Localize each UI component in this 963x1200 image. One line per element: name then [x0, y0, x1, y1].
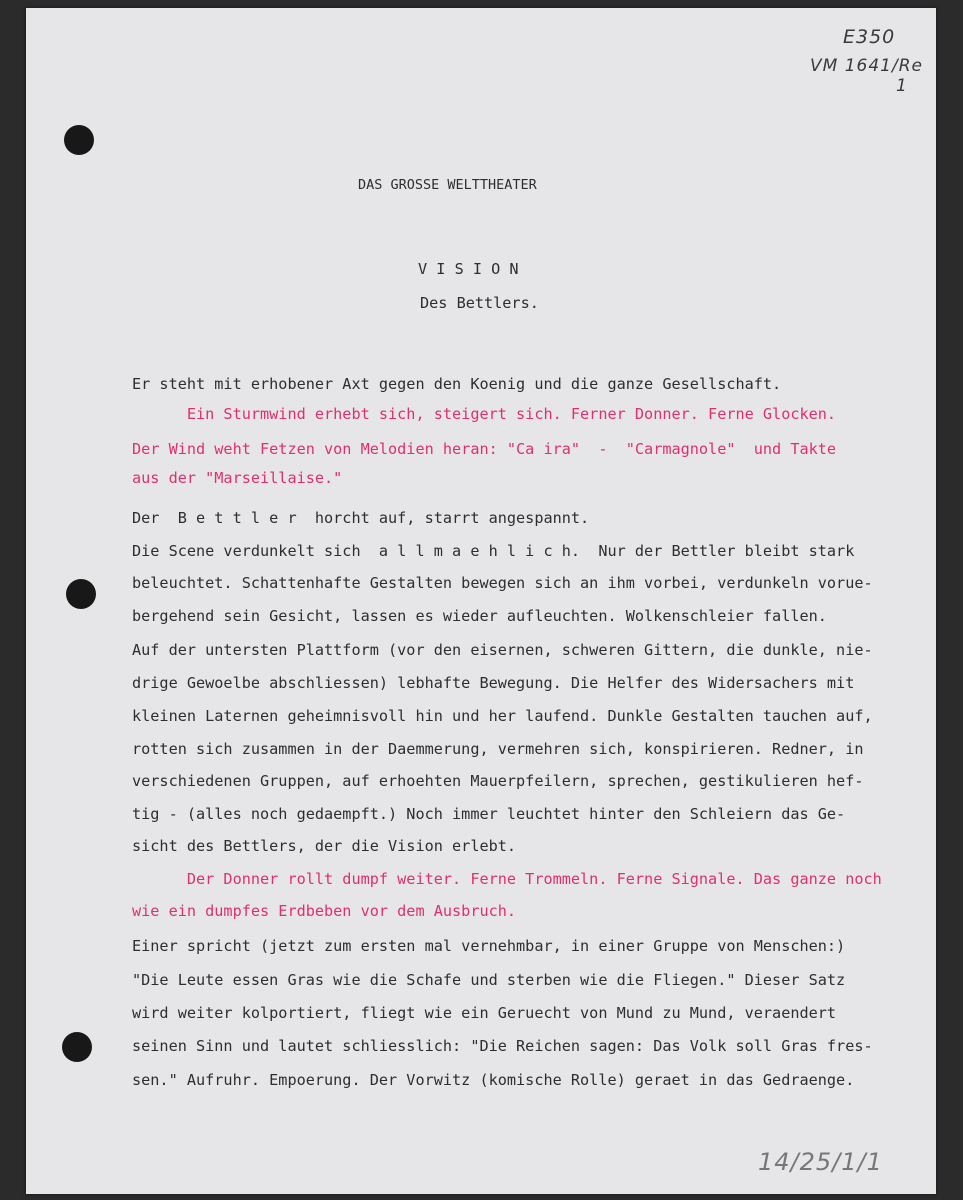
punch-hole-bottom — [62, 1032, 92, 1062]
body-line: wird weiter kolportiert, fliegt wie ein Geruecht von Mund zu Mund, veraendert — [132, 1004, 837, 1022]
body-line: beleuchtet. Schattenhafte Gestalten bewegen sich an ihm vorbei, verdunkeln vorue- — [132, 574, 873, 592]
punch-hole-middle — [66, 579, 96, 609]
punch-hole-top — [64, 125, 94, 155]
archive-code-mid2: 1 — [896, 76, 908, 96]
vision-subtitle: Des Bettlers. — [420, 294, 539, 312]
body-line: Er steht mit erhobener Axt gegen den Koenig und die ganze Gesellschaft. — [132, 375, 782, 393]
archive-code-top: E350 — [843, 26, 896, 48]
body-line: "Die Leute essen Gras wie die Schafe und sterben wie die Fliegen." Dieser Satz — [132, 971, 846, 989]
body-line: rotten sich zusammen in der Daemmerung, vermehren sich, konspirieren. Redner, in — [132, 740, 864, 758]
body-line: sen." Aufruhr. Empoerung. Der Vorwitz (komische Rolle) geraet in das Gedraenge. — [132, 1071, 855, 1089]
body-line: drige Gewoelbe abschliessen) lebhafte Bewegung. Die Helfer des Widersachers mit — [132, 674, 855, 692]
body-line: verschiedenen Gruppen, auf erhoehten Mauerpfeilern, sprechen, gestikulieren hef- — [132, 772, 864, 790]
body-line: Einer spricht (jetzt zum ersten mal vernehmbar, in einer Gruppe von Menschen:) — [132, 937, 846, 955]
body-line: Der Wind weht Fetzen von Melodien heran: "Ca ira" - "Carmagnole" und Takte — [132, 440, 837, 458]
archive-code-mid: VM 1641/Re — [810, 56, 923, 76]
body-line: kleinen Laternen geheimnisvoll hin und her laufend. Dunkle Gestalten tauchen auf, — [132, 707, 873, 725]
body-line: aus der "Marseillaise." — [132, 469, 343, 487]
body-line: seinen Sinn und lautet schliesslich: "Die Reichen sagen: Das Volk soll Gras fres- — [132, 1037, 873, 1055]
body-line: sicht des Bettlers, der die Vision erlebt. — [132, 837, 517, 855]
body-line: bergehend sein Gesicht, lassen es wieder aufleuchten. Wolkenschleier fallen. — [132, 607, 827, 625]
body-line: Auf der untersten Plattform (vor den eisernen, schweren Gittern, die dunkle, nie- — [132, 641, 873, 659]
body-line: Die Scene verdunkelt sich a l l m a e h l i c h. Nur der Bettler bleibt stark — [132, 542, 855, 560]
body-line: Der Donner rollt dumpf weiter. Ferne Trommeln. Ferne Signale. Das ganze noch — [132, 870, 882, 888]
body-line: wie ein dumpfes Erdbeben vor dem Ausbruch. — [132, 902, 517, 920]
body-line: Der B e t t l e r horcht auf, starrt angespannt. — [132, 509, 590, 527]
vision-heading: V I S I O N — [418, 260, 519, 278]
body-line: Ein Sturmwind erhebt sich, steigert sich. Ferner Donner. Ferne Glocken. — [132, 405, 837, 423]
body-line: tig - (alles noch gedaempft.) Noch immer leuchtet hinter den Schleiern das Ge- — [132, 805, 846, 823]
archive-code-bottom: 14/25/1/1 — [758, 1148, 883, 1176]
document-title: DAS GROSSE WELTTHEATER — [358, 177, 537, 193]
